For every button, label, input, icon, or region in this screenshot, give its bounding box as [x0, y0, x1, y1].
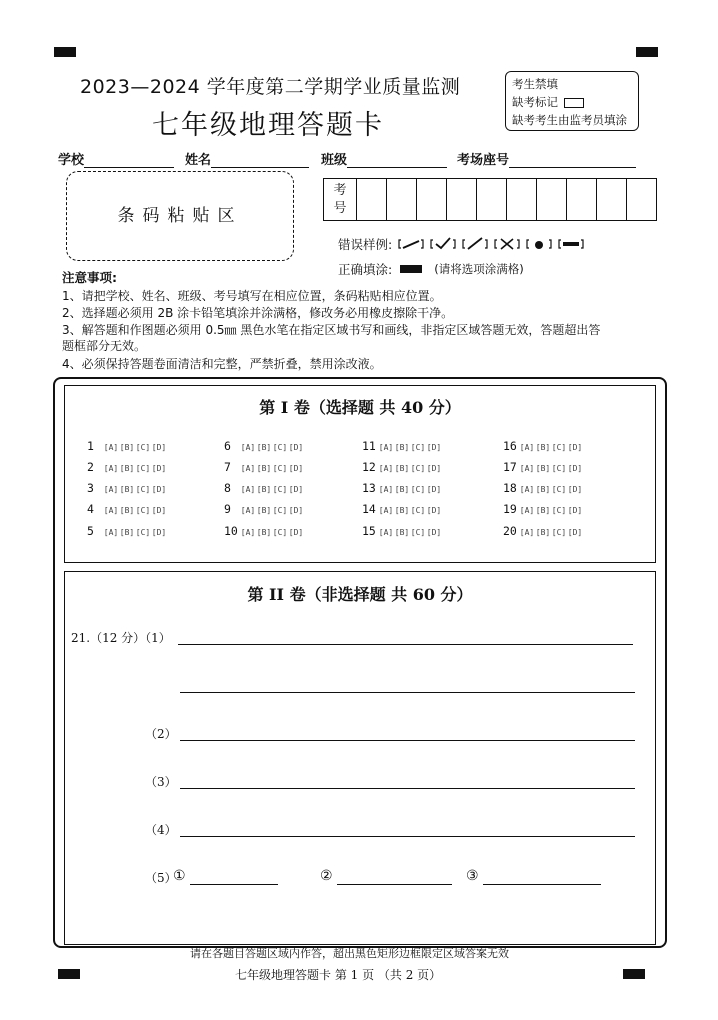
note-item: 题框部分无效。	[62, 339, 147, 353]
answer-bubble[interactable]: [C]	[135, 506, 151, 515]
blank-marker-2: ②	[320, 868, 333, 884]
correct-fill-example	[338, 260, 524, 278]
choice-question	[503, 460, 583, 474]
answer-bubble[interactable]: [B]	[119, 443, 135, 452]
answer-line-1b[interactable]	[180, 692, 635, 693]
question-number: 14	[362, 502, 376, 516]
answer-bubble[interactable]: [D]	[151, 443, 167, 452]
answer-bubble[interactable]: [D]	[288, 528, 304, 537]
answer-bubble[interactable]: [A]	[519, 506, 535, 515]
question-number: 2	[87, 460, 94, 474]
answer-bubble[interactable]: [A]	[240, 506, 256, 515]
absence-mark-checkbox[interactable]	[564, 98, 584, 108]
answer-bubble[interactable]: [C]	[272, 528, 288, 537]
question-number: 5	[87, 524, 94, 538]
question-number: 16	[503, 439, 517, 453]
note-item: 4、必须保持答题卷面清洁和完整，严禁折叠，禁用涂改液。	[62, 357, 382, 371]
answer-line-2[interactable]	[180, 740, 635, 741]
school-label: 学校	[58, 153, 85, 168]
school-field[interactable]	[84, 153, 174, 168]
answer-bubble[interactable]: [D]	[426, 443, 442, 452]
question-number: 19	[503, 502, 517, 516]
choice-question	[224, 524, 304, 538]
choice-question	[503, 502, 583, 516]
answer-bubble[interactable]: [B]	[256, 464, 272, 473]
choice-question	[87, 481, 167, 495]
wrong-example-label: 错误样例:	[338, 237, 393, 252]
answer-bubble[interactable]: [D]	[151, 528, 167, 537]
answer-bubble[interactable]: [D]	[151, 464, 167, 473]
answer-bubble[interactable]: [B]	[535, 528, 551, 537]
choice-question	[224, 481, 304, 495]
answer-bubble[interactable]: [A]	[240, 443, 256, 452]
answer-bubble[interactable]: [C]	[135, 464, 151, 473]
exam-number-cell[interactable]	[507, 179, 537, 220]
question-number: 8	[224, 481, 231, 495]
answer-bubble[interactable]: [D]	[288, 506, 304, 515]
answer-bubble[interactable]: [A]	[378, 506, 394, 515]
registration-mark	[58, 969, 80, 979]
page-footer: 七年级地理答题卡 第 1 页 （共 2 页）	[235, 968, 442, 982]
question-number: 18	[503, 481, 517, 495]
choice-question	[87, 460, 167, 474]
answer-bubble[interactable]: [D]	[151, 485, 167, 494]
answer-bubble[interactable]: [B]	[535, 485, 551, 494]
answer-bubble[interactable]: [D]	[426, 464, 442, 473]
name-field[interactable]	[211, 153, 309, 168]
answer-bubble[interactable]: [B]	[256, 506, 272, 515]
question-number: 9	[224, 502, 231, 516]
answer-bubble[interactable]: [B]	[394, 528, 410, 537]
answer-bubble[interactable]: [A]	[103, 485, 119, 494]
note-item: 1、请把学校、姓名、班级、考号填写在相应位置，条码粘贴相应位置。	[62, 289, 442, 303]
absence-mark-box	[505, 71, 639, 131]
answer-line-5-2[interactable]	[337, 884, 452, 885]
sub-question-2-label: （2）	[145, 727, 177, 741]
exam-number-cell[interactable]	[387, 179, 417, 220]
answer-bubble[interactable]: [B]	[119, 485, 135, 494]
absence-box-heading: 考生禁填	[512, 77, 558, 91]
section2-title: 第 II 卷（非选择题 共 60 分）	[247, 585, 473, 604]
answer-bubble[interactable]: [C]	[551, 464, 567, 473]
sub-question-3-label: （3）	[145, 775, 177, 789]
blank-marker-3: ③	[466, 868, 479, 884]
choice-question	[503, 439, 583, 453]
answer-bubble[interactable]: [A]	[519, 464, 535, 473]
class-label: 班级	[321, 153, 348, 168]
answer-bubble[interactable]: [B]	[535, 506, 551, 515]
exam-number-cell[interactable]	[477, 179, 507, 220]
question-number: 13	[362, 481, 376, 495]
answer-bubble[interactable]: [A]	[240, 528, 256, 537]
answer-bubble[interactable]: [A]	[103, 464, 119, 473]
answer-bubble[interactable]: [C]	[551, 443, 567, 452]
exam-number-label: 考 号	[324, 179, 357, 220]
answer-bubble[interactable]: [D]	[288, 443, 304, 452]
choice-question	[87, 439, 167, 453]
answer-bubble[interactable]: [D]	[426, 528, 442, 537]
choice-question	[87, 524, 167, 538]
exam-number-cell[interactable]	[537, 179, 567, 220]
question-number: 12	[362, 460, 376, 474]
question-number: 4	[87, 502, 94, 516]
exam-number-cell[interactable]	[567, 179, 597, 220]
answer-bubble[interactable]: [A]	[103, 506, 119, 515]
answer-bubble[interactable]: [A]	[378, 485, 394, 494]
answer-bubble[interactable]: [A]	[378, 528, 394, 537]
wrong-check-icon	[430, 237, 456, 251]
answer-line-4[interactable]	[180, 836, 635, 837]
class-field[interactable]	[347, 153, 447, 168]
answer-bubble[interactable]: [A]	[240, 485, 256, 494]
answer-bubble[interactable]: [A]	[378, 443, 394, 452]
answer-bubble[interactable]: [C]	[135, 485, 151, 494]
choice-question	[362, 502, 442, 516]
answer-bubble[interactable]: [C]	[272, 485, 288, 494]
question-number: 7	[224, 460, 231, 474]
answer-line-1a[interactable]	[178, 644, 633, 645]
exam-number-cell[interactable]	[627, 179, 656, 220]
choice-question	[362, 481, 442, 495]
section1-title: 第 I 卷（选择题 共 40 分）	[259, 398, 461, 417]
wrong-dot-icon	[526, 237, 552, 251]
answer-bubble[interactable]: [C]	[272, 506, 288, 515]
answer-bubble[interactable]: [B]	[535, 443, 551, 452]
name-label: 姓名	[185, 153, 212, 168]
correct-fill-hint: (请将选项涂满格)	[434, 262, 524, 276]
wrong-slash-icon	[398, 237, 424, 251]
question-number: 6	[224, 439, 231, 453]
seat-label: 考场座号	[457, 153, 510, 168]
choice-question	[87, 502, 167, 516]
answer-bubble[interactable]: [B]	[256, 443, 272, 452]
answer-bubble[interactable]: [C]	[551, 485, 567, 494]
answer-bubble[interactable]: [A]	[103, 443, 119, 452]
answer-bubble[interactable]: [A]	[103, 528, 119, 537]
wrong-fill-examples	[338, 235, 584, 253]
exam-number-cell[interactable]	[597, 179, 627, 220]
question-number: 1	[87, 439, 94, 453]
answer-bubble[interactable]: [B]	[256, 485, 272, 494]
answer-bubble[interactable]: [D]	[567, 506, 583, 515]
exam-number-grid	[323, 178, 657, 221]
answer-bubble[interactable]: [C]	[551, 528, 567, 537]
blank-marker-1: ①	[173, 868, 186, 884]
question-21-label: 21.（12 分）（1）	[71, 631, 171, 645]
answer-bubble[interactable]: [B]	[394, 485, 410, 494]
registration-mark	[623, 969, 645, 979]
answer-bubble[interactable]: [B]	[256, 528, 272, 537]
question-number: 15	[362, 524, 376, 538]
question-number: 10	[224, 524, 238, 538]
answer-bubble[interactable]: [D]	[426, 506, 442, 515]
registration-mark	[636, 47, 658, 57]
wrong-partial-fill-icon	[558, 237, 584, 251]
choice-question	[362, 460, 442, 474]
answer-region-warning: 请在各题目答题区域内作答，超出黑色矩形边框限定区域答案无效	[190, 947, 509, 960]
answer-bubble[interactable]: [B]	[119, 506, 135, 515]
answer-bubble[interactable]: [B]	[119, 528, 135, 537]
answer-line-3[interactable]	[180, 788, 635, 789]
absence-mark-label: 缺考标记	[512, 95, 558, 109]
sub-question-4-label: （4）	[145, 823, 177, 837]
answer-bubble[interactable]: [D]	[288, 485, 304, 494]
question-number: 17	[503, 460, 517, 474]
answer-bubble[interactable]: [C]	[272, 443, 288, 452]
answer-bubble[interactable]: [C]	[410, 506, 426, 515]
exam-number-cell[interactable]	[447, 179, 477, 220]
answer-bubble[interactable]: [C]	[135, 443, 151, 452]
answer-bubble[interactable]: [C]	[551, 506, 567, 515]
non-choice-section	[64, 571, 656, 945]
answer-bubble[interactable]: [B]	[535, 464, 551, 473]
exam-number-cell[interactable]	[357, 179, 387, 220]
question-number: 20	[503, 524, 517, 538]
answer-bubble[interactable]: [D]	[567, 485, 583, 494]
answer-bubble[interactable]: [B]	[394, 506, 410, 515]
choice-question	[224, 439, 304, 453]
wrong-diagonal-icon	[462, 237, 488, 251]
answer-bubble[interactable]: [B]	[119, 464, 135, 473]
answer-bubble[interactable]: [D]	[567, 464, 583, 473]
filled-bubble-icon	[400, 265, 422, 273]
answer-bubble[interactable]: [B]	[394, 464, 410, 473]
student-info-row	[58, 149, 658, 169]
note-item: 2、选择题必须用 2B 涂卡铅笔填涂并涂满格，修改务必用橡皮擦除干净。	[62, 306, 454, 320]
barcode-paste-area: 条码粘贴区	[66, 171, 294, 261]
answer-bubble[interactable]: [A]	[519, 485, 535, 494]
answer-bubble[interactable]: [D]	[567, 528, 583, 537]
answer-bubble[interactable]: [C]	[272, 464, 288, 473]
notes-title: 注意事项:	[62, 270, 117, 285]
answer-bubble[interactable]: [C]	[410, 443, 426, 452]
correct-example-label: 正确填涂:	[338, 262, 393, 277]
answer-bubble[interactable]: [C]	[410, 528, 426, 537]
multiple-choice-section	[64, 385, 656, 563]
exam-title: 2023—2024 学年度第二学期学业质量监测	[80, 76, 461, 98]
absence-box-note: 缺考考生由监考员填涂	[512, 113, 627, 127]
choice-question	[224, 502, 304, 516]
choice-question	[224, 460, 304, 474]
registration-mark	[54, 47, 76, 57]
choice-question	[503, 524, 583, 538]
answer-line-5-1[interactable]	[190, 884, 278, 885]
sub-question-5-label: （5）	[145, 871, 177, 885]
answer-bubble[interactable]: [C]	[135, 528, 151, 537]
answer-bubble[interactable]: [A]	[519, 528, 535, 537]
answer-bubble[interactable]: [D]	[288, 464, 304, 473]
question-number: 11	[362, 439, 376, 453]
answer-bubble[interactable]: [A]	[519, 443, 535, 452]
seat-field[interactable]	[509, 153, 636, 168]
answer-bubble[interactable]: [B]	[394, 443, 410, 452]
choice-question	[503, 481, 583, 495]
answer-bubble[interactable]: [C]	[410, 464, 426, 473]
answer-bubble[interactable]: [A]	[378, 464, 394, 473]
exam-number-cell[interactable]	[417, 179, 447, 220]
answer-line-5-3[interactable]	[483, 884, 601, 885]
answer-sheet-title: 七年级地理答题卡	[152, 110, 384, 141]
answer-bubble[interactable]: [D]	[567, 443, 583, 452]
wrong-cross-icon	[494, 237, 520, 251]
question-number: 3	[87, 481, 94, 495]
answer-bubble[interactable]: [A]	[240, 464, 256, 473]
answer-bubble[interactable]: [D]	[151, 506, 167, 515]
answer-bubble[interactable]: [D]	[426, 485, 442, 494]
answer-bubble[interactable]: [C]	[410, 485, 426, 494]
note-item: 3、解答题和作图题必须用 0.5㎜ 黑色水笔在指定区域书写和画线，非指定区域答题无效，答题超出答	[62, 323, 601, 337]
choice-question	[362, 524, 442, 538]
choice-question	[362, 439, 442, 453]
